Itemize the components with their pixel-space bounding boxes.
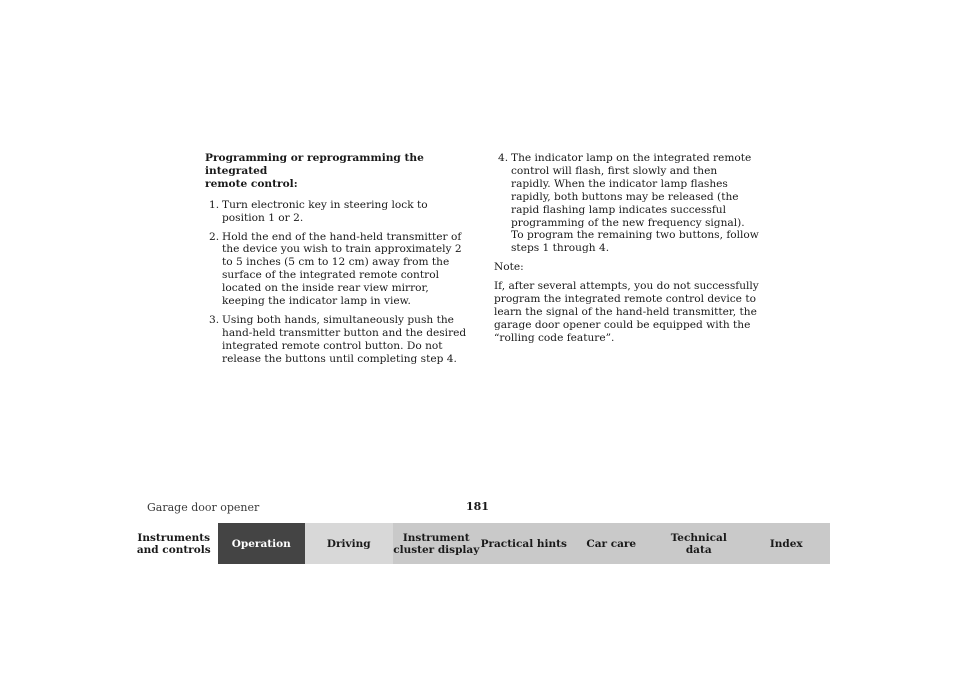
tab-instruments-and-controls[interactable]: Instruments and controls	[130, 523, 218, 564]
step-number: 4.	[498, 152, 509, 164]
step-number: 3.	[209, 313, 220, 326]
tab-operation[interactable]: Operation	[218, 523, 306, 564]
list-item	[205, 231, 470, 308]
note-text: If, after several attempts, you do not successfully program the integrated remote control device to learn the signal of the hand-held transmitter, the garage door opener could be equipped with the “rolling code feature”.	[494, 280, 759, 344]
step-text: The indicator lamp on the integrated remote control will flash, first slowly and then rapidly. When the indicator lamp flashes rapidly, both buttons may be released (the rapid flashing lamp indicates successful programming of the new frequency signal). To program the remaining two buttons, follow steps 1 through 4.	[511, 152, 759, 255]
tab-technical-data[interactable]: Technical data	[655, 523, 743, 564]
tab-car-care[interactable]: Car care	[568, 523, 656, 564]
section-heading: Programming or reprogramming the integrated remote control:	[205, 152, 424, 190]
tab-practical-hints[interactable]: Practical hints	[480, 523, 568, 564]
tab-driving[interactable]: Driving	[305, 523, 393, 564]
chapter-tab-bar	[130, 523, 830, 564]
steps-list	[494, 152, 759, 255]
steps-list	[205, 199, 470, 366]
tab-instrument-cluster-display[interactable]: Instrument cluster display	[393, 523, 481, 564]
list-item	[205, 314, 470, 366]
list-item	[205, 199, 470, 225]
step-text: Turn electronic key in steering lock to position 1 or 2.	[222, 198, 428, 224]
list-item	[494, 152, 759, 255]
right-column	[494, 152, 759, 345]
step-number: 1.	[209, 198, 220, 211]
step-text: Hold the end of the hand-held transmitter of the device you wish to train approximately 2 to 5 inches (5 cm to 12 cm) away from the surface of the integrated remote control located on the inside rear view mirror, keeping the indicator lamp in view.	[222, 230, 462, 308]
step-number: 2.	[209, 230, 220, 243]
page-number: 181	[466, 500, 489, 513]
note-label: Note:	[494, 261, 524, 274]
tab-index[interactable]: Index	[743, 523, 831, 564]
step-text: Using both hands, simultaneously push the hand-held transmitter button and the desired integrated remote control button. Do not release the buttons until completing step 4.	[222, 313, 467, 365]
section-title: Garage door opener	[147, 501, 260, 514]
left-column	[205, 152, 470, 372]
